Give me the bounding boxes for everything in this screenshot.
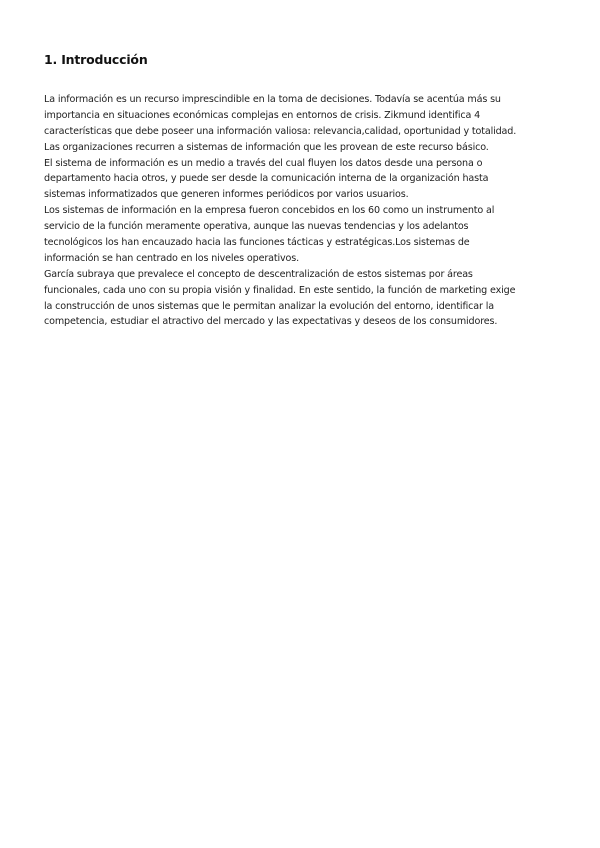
text-line: La información es un recurso imprescindible en la toma de decisiones. Todavía se acentúa más su (44, 94, 501, 105)
text-line: importancia en situaciones económicas complejas en entornos de crisis. Zikmund identifica 4 (44, 109, 481, 121)
text-line: tecnológicos los han encauzado hacia las funciones tácticas y estratégicas.Los sistemas de (44, 237, 470, 249)
introduction-paragraphs (44, 92, 560, 330)
text-line: la construcción de unos sistemas que le permitan analizar la evolución del entorno, identificar la (44, 300, 494, 312)
text-line: García subraya que prevalece el concepto de descentralización de estos sistemas por áreas (44, 268, 473, 280)
text-line: características que debe poseer una información valiosa: relevancia,calidad, oportunidad y totalidad. (44, 125, 517, 137)
text-line: Los sistemas de información en la empresa fueron concebidos en los 60 como un instrumento al (44, 205, 495, 217)
section-heading: 1. Introducción (44, 52, 148, 67)
text-line: El sistema de información es un medio a través del cual fluyen los datos desde una persona o (44, 157, 483, 169)
text-line: información se han centrado en los niveles operativos. (44, 252, 299, 264)
text-line: departamento hacia otros, y puede ser desde la comunicación interna de la organización hasta (44, 173, 489, 185)
text-line: funcionales, cada uno con su propia visión y finalidad. En este sentido, la función de marketing exige (44, 284, 516, 296)
text-line: servicio de la función meramente operativa, aunque las nuevas tendencias y los adelantos (44, 221, 469, 233)
text-line: sistemas informatizados que generen informes periódicos por varios usuarios. (44, 189, 409, 201)
text-line: competencia, estudiar el atractivo del mercado y las expectativas y deseos de los consumidores. (44, 316, 498, 328)
text-line: Las organizaciones recurren a sistemas de información que les provean de este recurso básico. (44, 141, 489, 153)
